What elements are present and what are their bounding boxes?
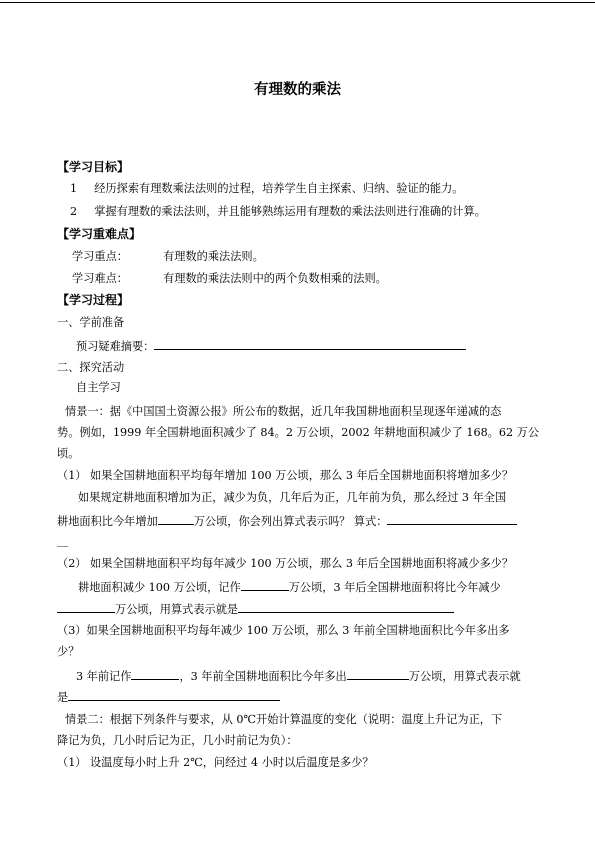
q1-increase-blank[interactable] bbox=[158, 513, 194, 525]
preview-blank[interactable] bbox=[154, 338, 466, 350]
question-1: （1） 如果全国耕地面积平均每年增加 100 万公顷，那么 3 年后全国耕地面积将增加多少？ bbox=[57, 469, 514, 482]
scene-1-line-1: 情景一：据《中国国土资源公报》所公布的数据，近几年我国耕地面积呈现逐年递减的态 bbox=[65, 405, 502, 418]
q3-answer-middle: ，3 年前全国耕地面积比今年多出 bbox=[179, 670, 347, 683]
goal-1-number: 1 bbox=[70, 182, 78, 195]
q1-answer-prefix: 耕地面积比今年增加 bbox=[57, 515, 158, 528]
key-points-heading: 【学习重难点】 bbox=[57, 227, 142, 241]
q1-formula-blank[interactable] bbox=[387, 513, 517, 525]
question-3-line-1: （3）如果全国耕地面积平均每年减少 100 万公顷，那么 3 年前全国耕地面积比今年多出多 bbox=[57, 624, 510, 637]
question-1-answer-row bbox=[57, 513, 517, 529]
q3-answer-prefix: 3 年前记作 bbox=[76, 670, 132, 683]
key-point-row bbox=[72, 250, 264, 264]
q2-decrease-blank[interactable] bbox=[57, 601, 115, 613]
question-3-answer-row-2 bbox=[57, 689, 280, 705]
q2-answer-prefix: 耕地面积减少 100 万公顷，记作 bbox=[78, 581, 241, 594]
process-heading: 【学习过程】 bbox=[57, 293, 130, 307]
q3-more-blank[interactable] bbox=[347, 668, 409, 680]
page-title: 有理数的乘法 bbox=[254, 82, 341, 98]
difficulty-row bbox=[72, 272, 387, 286]
key-point-text: 有理数的乘法法则。 bbox=[163, 250, 264, 263]
question-1-answer-cont: __ bbox=[57, 534, 69, 547]
q3-answer-post: 万公顷，用算式表示就 bbox=[408, 670, 521, 683]
q3-formula-blank[interactable] bbox=[68, 689, 280, 701]
difficulty-text: 有理数的乘法法则中的两个负数相乘的法则。 bbox=[163, 272, 387, 285]
goal-2-number: 2 bbox=[70, 205, 78, 218]
preview-row bbox=[76, 338, 466, 354]
scene-2-line-2: 降记为负，几小时后记为正，几小时前记为负）： bbox=[57, 734, 298, 747]
question-1-explain: 如果规定耕地面积增加为正，减少为负，几年后为正，几年前为负，那么经过 3 年全国 bbox=[78, 491, 507, 504]
question-2-answer-row-1 bbox=[78, 579, 501, 595]
goal-2 bbox=[70, 205, 486, 219]
part-2-heading: 二、探究活动 bbox=[57, 361, 125, 374]
self-study-label: 自主学习 bbox=[76, 381, 121, 394]
scene-2-question-1: （1） 设温度每小时上升 2℃，问经过 4 小时以后温度是多少？ bbox=[57, 756, 374, 769]
question-2-answer-row-2 bbox=[57, 601, 454, 617]
part-1-heading: 一、学前准备 bbox=[57, 316, 125, 329]
q2-answer-row-2-text: 万公顷，用算式表示就是 bbox=[115, 603, 239, 616]
q3-answer-row-2-prefix: 是 bbox=[57, 691, 69, 704]
q1-answer-middle: 万公顷，你会列出算式表示吗？ 算式： bbox=[193, 515, 388, 528]
scene-2-line-1: 情景二：根据下列条件与要求，从 0℃开始计算温度的变化（说明：温度上升记为正，下 bbox=[65, 713, 503, 726]
goals-heading: 【学习目标】 bbox=[57, 160, 130, 174]
goal-2-text: 掌握有理数的乘法法则，并且能够熟练运用有理数的乘法法则进行准确的计算。 bbox=[94, 205, 486, 218]
preview-label: 预习疑难摘要： bbox=[76, 340, 155, 353]
question-3-line-2: 少？ bbox=[57, 645, 80, 658]
goal-1-text: 经历探索有理数乘法法则的过程，培养学生自主探索、归纳、验证的能力。 bbox=[94, 182, 464, 195]
q3-record-blank[interactable] bbox=[131, 668, 179, 680]
q2-record-blank[interactable] bbox=[241, 579, 289, 591]
goal-1 bbox=[70, 182, 463, 196]
question-2: （2） 如果全国耕地面积平均每年减少 100 万公顷，那么 3 年后全国耕地面积将减少多少？ bbox=[57, 557, 514, 570]
scene-1-line-2: 势。例如，1999 年全国耕地面积减少了 84。2 万公顷，2002 年耕地面积减少了 168。62 万公 bbox=[57, 426, 540, 439]
scene-1-line-3: 顷。 bbox=[57, 447, 80, 460]
q2-answer-post: 万公顷，3 年后全国耕地面积将比今年减少 bbox=[288, 581, 501, 594]
header-rule bbox=[0, 2, 595, 3]
difficulty-label: 学习难点： bbox=[72, 272, 128, 285]
q2-formula-blank[interactable] bbox=[238, 601, 454, 613]
key-point-label: 学习重点： bbox=[72, 250, 128, 263]
question-3-answer-row-1 bbox=[76, 668, 521, 684]
